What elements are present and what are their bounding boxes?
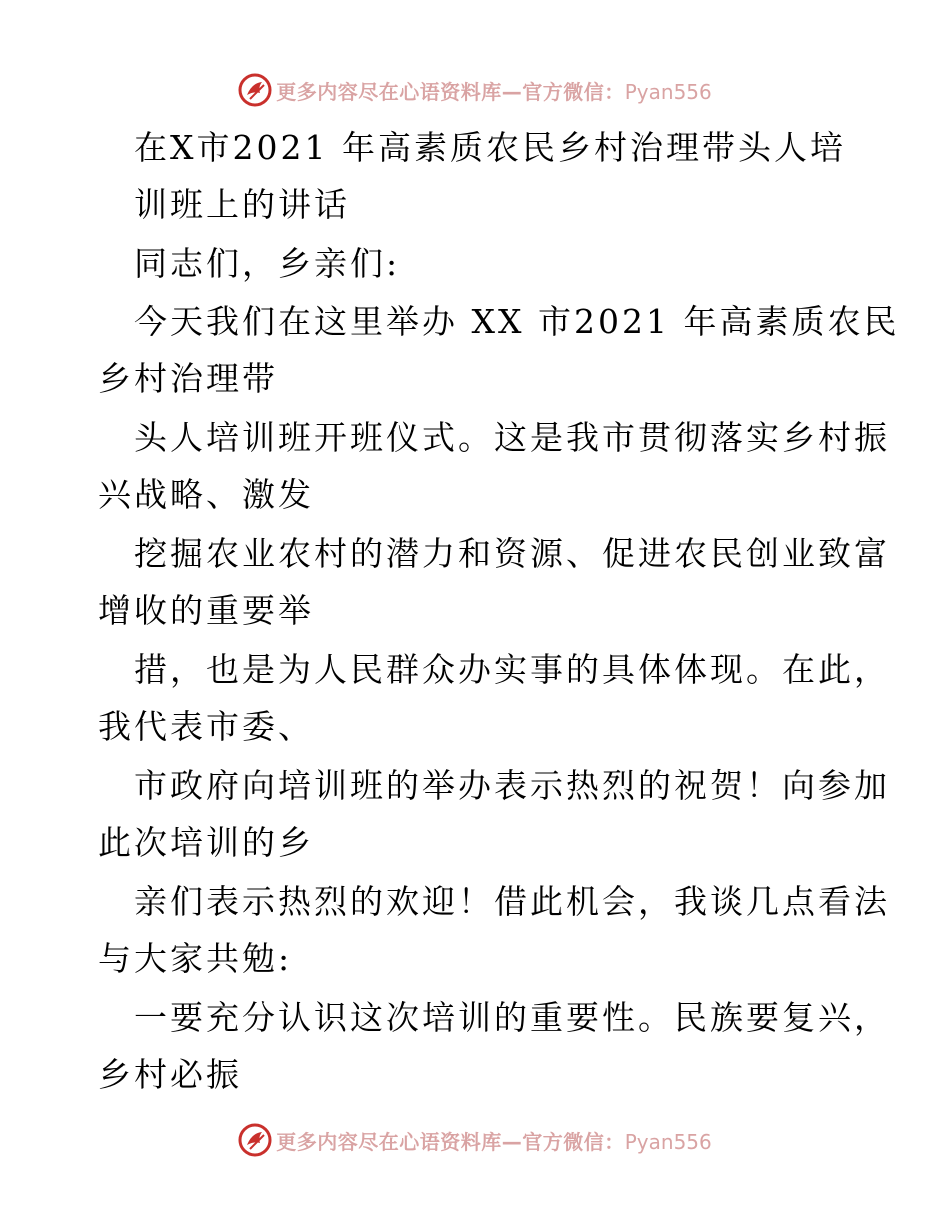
paragraph-line: 头人培训班开班仪式。这是我市贯彻落实乡村振: [134, 418, 890, 457]
salutation: 同志们，乡亲们:: [134, 244, 401, 283]
paragraph-line: 与大家共勉:: [98, 939, 293, 978]
header-watermark-id: Pyan556: [624, 79, 712, 104]
paragraph-line: 乡村必振: [98, 1055, 242, 1094]
header-watermark: [0, 70, 950, 110]
hand-pen-logo-icon: [238, 73, 272, 107]
header-watermark-text: 更多内容尽在心语资料库—官方微信：Pyan556: [276, 79, 712, 104]
paragraph-line: 增收的重要举: [98, 591, 314, 630]
paragraph-line: 一要充分认识这次培训的重要性。民族要复兴，: [134, 998, 890, 1037]
footer-watermark-id: Pyan556: [624, 1129, 712, 1154]
paragraph-line: 兴战略、激发: [98, 475, 314, 514]
paragraph-line: 挖掘农业农村的潜力和资源、促进农民创业致富: [134, 534, 890, 573]
paragraph-line: 市政府向培训班的举办表示热烈的祝贺！向参加: [134, 766, 890, 805]
paragraph-line: 措，也是为人民群众办实事的具体体现。在此，: [134, 650, 890, 689]
document-title-line-1: 在X市2021 年高素质农民乡村治理带头人培: [134, 128, 846, 167]
hand-pen-logo-icon: [238, 1123, 272, 1157]
paragraph-line: 亲们表示热烈的欢迎！借此机会，我谈几点看法: [134, 882, 890, 921]
paragraph-line: 乡村治理带: [98, 359, 278, 398]
paragraph-line: 今天我们在这里举办 XX 市2021 年高素质农民: [134, 302, 900, 341]
footer-watermark: [0, 1120, 950, 1160]
footer-watermark-text: 更多内容尽在心语资料库—官方微信：Pyan556: [276, 1129, 712, 1154]
document-title-line-2: 训班上的讲话: [134, 185, 350, 224]
paragraph-line: 此次培训的乡: [98, 823, 314, 862]
paragraph-line: 我代表市委、: [98, 707, 314, 746]
